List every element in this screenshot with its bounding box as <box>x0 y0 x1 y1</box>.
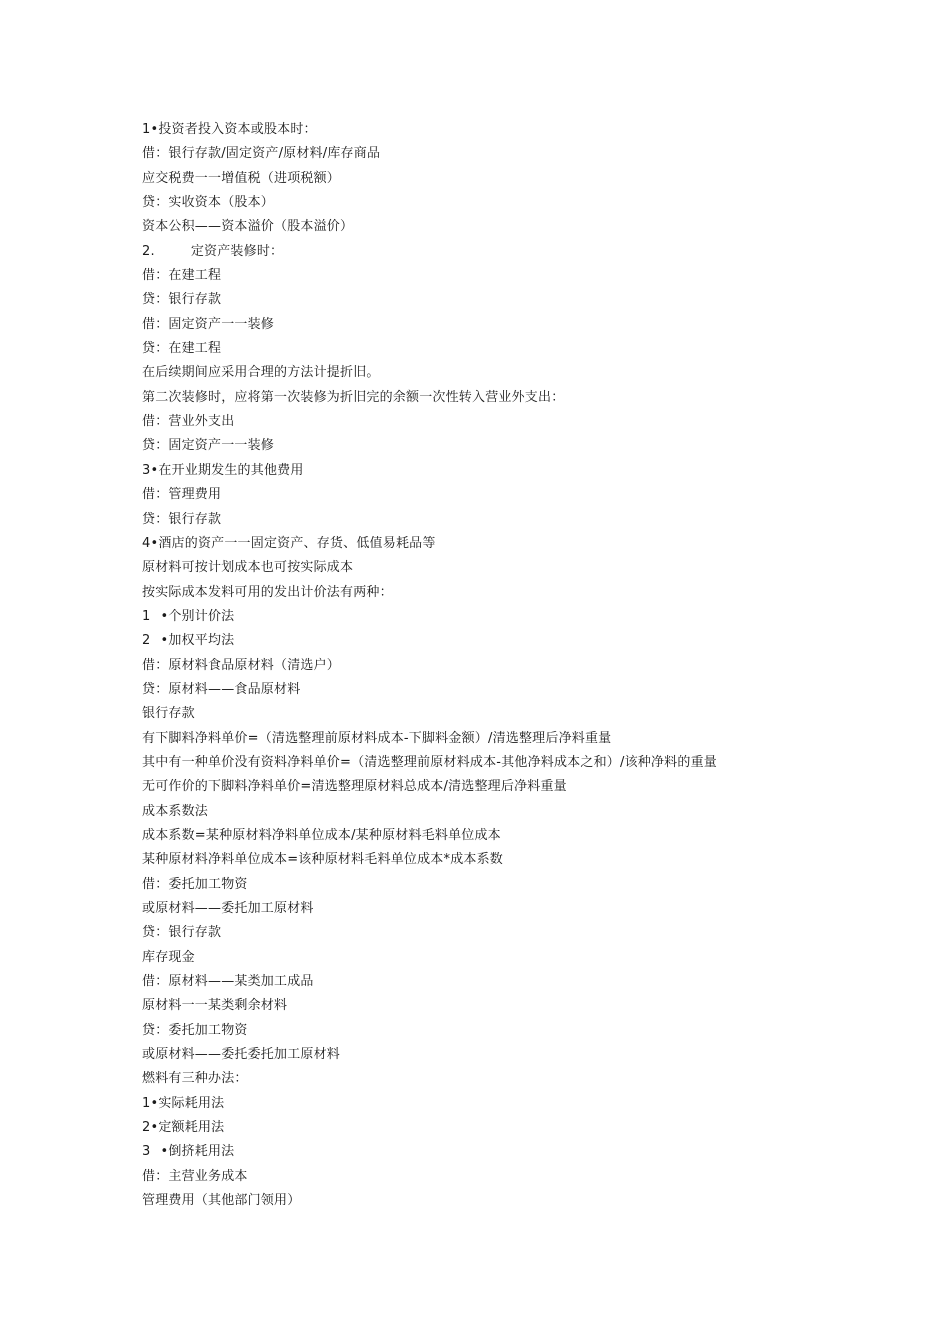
text-line: 借：主营业务成本 <box>142 1168 248 1184</box>
item-text: 定资产装修时： <box>190 243 284 259</box>
text-line: 应交税费一一增值税（进项税额） <box>142 170 341 186</box>
text-line: 贷：银行存款 <box>142 925 222 941</box>
text-line: 贷：实收资本（股本） <box>142 195 275 211</box>
text-line: 按实际成本发料可用的发出计价法有两种： <box>142 584 393 600</box>
text-line: 成本系数=某种原材料净料单位成本/某种原材料毛料单位成本 <box>142 827 501 843</box>
text-line: 借：营业外支出 <box>142 414 235 430</box>
text-line: 借：固定资产一一装修 <box>142 316 275 332</box>
text-line: 在后续期间应采用合理的方法计提折旧。 <box>142 365 380 381</box>
item-text: •倒挤耗用法 <box>160 1144 235 1160</box>
text-line: 库存现金 <box>142 949 195 965</box>
text-line: 或原材料——委托委托加工原材料 <box>142 1047 341 1063</box>
text-line: 贷：银行存款 <box>142 511 222 527</box>
item-text: •加权平均法 <box>160 633 235 649</box>
numbered-line <box>142 629 922 653</box>
text-line: 或原材料——委托加工原材料 <box>142 901 314 916</box>
item-text: •个别计价法 <box>160 608 235 624</box>
text-line: 贷：原材料——食品原材料 <box>142 681 301 697</box>
text-line: 第二次装修时，应将第一次装修为折旧完的余额一次性转入营业外支出： <box>142 389 565 405</box>
text-line: 资本公积——资本溢价（股本溢价） <box>142 219 354 235</box>
text-line: 贷：固定资产一一装修 <box>142 438 275 454</box>
text-line: 其中有一种单价没有资料净料单价=（清选整理前原材料成本-其他净料成本之和）/该种净料的重量 <box>142 754 717 770</box>
numbered-line <box>142 1140 922 1164</box>
item-number: 3 <box>142 1144 151 1160</box>
text-line: 借：委托加工物资 <box>142 876 248 892</box>
text-line: 借：银行存款/固定资产/原材料/库存商品 <box>142 146 381 162</box>
text-line: 2•定额耗用法 <box>142 1120 225 1136</box>
text-line: 1•实际耗用法 <box>142 1095 225 1111</box>
text-line: 贷：银行存款 <box>142 292 222 308</box>
text-line: 原材料可按计划成本也可按实际成本 <box>142 560 354 576</box>
text-line: 原材料一一某类剩余材料 <box>142 998 288 1014</box>
numbered-line <box>142 240 922 264</box>
text-line: 借：原材料食品原材料（清选户） <box>142 657 341 673</box>
item-number: 2 <box>142 633 151 649</box>
item-number: 1 <box>142 608 151 624</box>
text-line: 借：原材料——某类加工成品 <box>142 974 314 990</box>
text-line: 贷：在建工程 <box>142 341 222 357</box>
text-line: 燃料有三种办法： <box>142 1071 248 1087</box>
text-line: 无可作价的下脚料净料单价=清选整理原材料总成本/清选整理后净料重量 <box>142 779 567 795</box>
text-line: 管理费用（其他部门领用） <box>142 1193 301 1209</box>
text-line: 4•酒店的资产一一固定资产、存货、低值易耗品等 <box>142 535 436 551</box>
text-line: 3•在开业期发生的其他费用 <box>142 462 304 478</box>
text-line: 有下脚料净料单价=（清选整理前原材料成本-下脚料金额）/清选整理后净料重量 <box>142 730 612 746</box>
item-number: 2. <box>142 243 155 259</box>
text-line: 借：管理费用 <box>142 487 222 503</box>
text-line: 贷：委托加工物资 <box>142 1022 248 1038</box>
text-line: 成本系数法 <box>142 803 209 819</box>
text-line: 借：在建工程 <box>142 268 222 284</box>
text-line: 1•投资者投入资本或股本时： <box>142 122 317 137</box>
numbered-line <box>142 605 922 629</box>
text-line: 某种原材料净料单位成本=该种原材料毛料单位成本*成本系数 <box>142 852 503 868</box>
document-body <box>142 118 922 1213</box>
text-line: 银行存款 <box>142 706 195 722</box>
